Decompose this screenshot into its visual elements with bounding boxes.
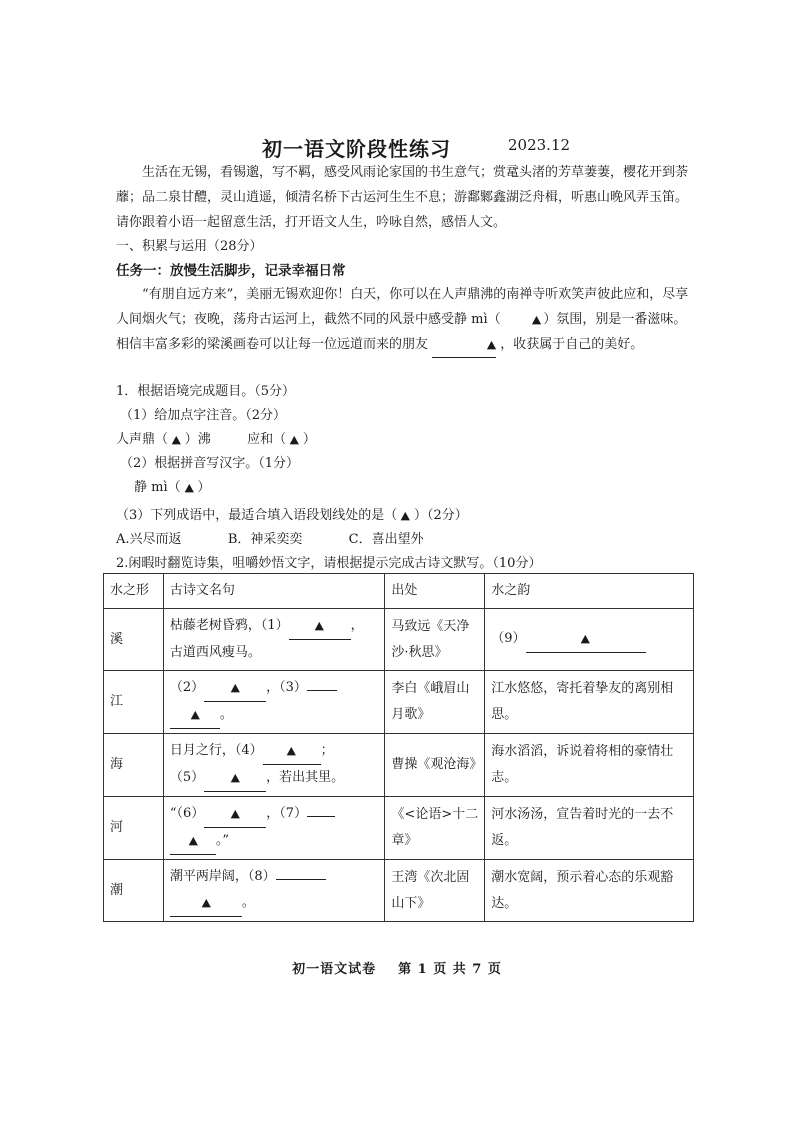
option-b[interactable]: B．神采奕奕 — [227, 532, 303, 547]
answer-marker-icon: ▲ — [230, 807, 240, 820]
answer-marker-icon[interactable]: ▲ — [184, 481, 194, 494]
option-a[interactable]: A.兴尽而返 — [116, 532, 182, 547]
rhyme-cell: 海水滔滔，诉说着将相的豪情壮志。 — [485, 734, 694, 797]
item-a-suffix: ）沸 — [184, 432, 211, 447]
verse-text: 日月之行，（4） — [169, 743, 263, 758]
q1-sub1-items — [116, 428, 316, 452]
task-title: 任务一：放慢生活脚步，记录幸福日常 — [116, 263, 346, 279]
answer-marker-icon: ▲ — [286, 744, 297, 757]
answer-blank[interactable] — [170, 702, 220, 729]
intro-paragraph: 生活在无锡，看锡邈，写不羁，感受风雨论家国的书生意气；赏鼋头渚的芳草萋萋，樱花开到荼蘼；品二泉甘醴，灵山逍遥，倾清名桥下古运河生生不息；游鄱鄹鑫湖泛舟楫，听惠山晚风弄玉笛。请你跟着小语一起留意生活，打开语文人生，吟咏自然，感悟人文。 — [116, 165, 689, 230]
q1-sub3 — [116, 504, 468, 528]
rhyme-cell: 河水汤汤，宣告着时光的一去不返。 — [485, 797, 694, 860]
table-row — [104, 609, 694, 671]
rhyme-cell: 潮水宽阔，预示着心态的乐观豁达。 — [485, 860, 694, 922]
q1-sub2-item — [134, 476, 210, 500]
verse-text: “（6） — [169, 806, 205, 821]
item-b-prefix: 应和（ — [247, 432, 287, 447]
answer-marker-icon[interactable]: ▲ — [171, 433, 182, 446]
table-row — [104, 671, 694, 734]
passage-part-b: ）氛围，别是一番滋味。相信丰富多彩的梁溪画卷可以让每一位远道而来的朋友 — [116, 312, 687, 352]
footer-page-prefix: 第 — [398, 962, 413, 977]
answer-blank[interactable] — [204, 801, 266, 828]
item-b-suffix: ） — [302, 432, 316, 447]
answer-marker-icon: ▲ — [190, 708, 200, 721]
verse-text: 。” — [215, 833, 230, 848]
footer-page-number: 1 — [417, 962, 428, 977]
footer-label: 初一语文试卷 — [292, 962, 377, 977]
verse-text: 枯藤老树昏鸦，（1） — [169, 618, 289, 633]
q1-options — [116, 528, 424, 552]
option-c[interactable]: C．喜出望外 — [348, 532, 424, 547]
answer-blank[interactable] — [170, 890, 242, 917]
page-footer — [0, 958, 794, 977]
header-cell: 水之形 — [104, 574, 164, 609]
section-title: 一、积累与运用（28分） — [116, 239, 263, 254]
verse-text: ； — [320, 743, 334, 758]
answer-marker-icon[interactable]: ▲ — [400, 509, 411, 522]
verse-text: 。 — [241, 895, 255, 910]
pinyin-suffix: ） — [197, 480, 211, 495]
q1-sub1: （1）给加点字注音。（2分） — [120, 408, 287, 423]
answer-marker-icon: ▲ — [188, 834, 198, 847]
source-cell: 李白《峨眉山月歌》 — [385, 671, 485, 734]
verse-cell — [163, 734, 385, 797]
source-cell: 《<论语>十二章》 — [385, 797, 485, 860]
answer-marker-icon: ▲ — [230, 771, 240, 784]
rhyme-cell: 江水悠悠，寄托着挚友的离别相思。 — [485, 671, 694, 734]
verse-cell — [163, 671, 385, 734]
rhyme-cell — [485, 609, 694, 671]
header-cell: 出处 — [385, 574, 485, 609]
answer-marker-icon: ▲ — [314, 619, 325, 632]
verse-text: （2） — [169, 680, 205, 695]
sub3-suffix: ）（2分） — [414, 508, 468, 523]
answer-blank[interactable] — [276, 879, 326, 880]
answer-blank[interactable] — [307, 690, 337, 691]
answer-blank[interactable] — [204, 765, 266, 792]
table-header-row — [104, 574, 694, 609]
passage-part-a: “有朋自远方来”，美丽无锡欢迎你！白天，你可以在人声鼎沸的南禅寺听欢笑声彼此应和，尽享人间烟火气；夜晚，荡舟古运河上，截然不同的风景中感受静 mì（ — [116, 287, 689, 327]
q2-stem: 2.闲暇时翻览诗集，咀嚼妙悟文字，请根据提示完成古诗文默写。（10分） — [116, 556, 542, 571]
q1-stem: 1．根据语境完成题目。（5分） — [116, 384, 296, 399]
answer-marker-icon: ▲ — [201, 896, 211, 909]
answer-marker-icon: ▲ — [230, 681, 240, 694]
table-row — [104, 734, 694, 797]
water-form-cell: 溪 — [104, 609, 164, 671]
rhyme-text: （9） — [491, 631, 526, 646]
answer-marker-icon: ▲ — [486, 338, 497, 351]
q1-sub2: （2）根据拼音写汉字。（1分） — [120, 456, 300, 471]
verse-text: 潮平两岸阔，（8） — [169, 869, 276, 884]
answer-marker-icon[interactable]: ▲ — [289, 433, 300, 446]
verse-text: ，若出其里。 — [266, 770, 345, 785]
verse-text: 古道西风瘦马。 — [169, 645, 261, 660]
answer-blank[interactable] — [263, 738, 321, 765]
sub3-prefix: （3）下列成语中，最适合填入语段划线处的是（ — [116, 508, 398, 523]
footer-page-suffix: 页 — [487, 962, 502, 977]
answer-blank[interactable] — [170, 828, 216, 855]
verse-cell — [163, 797, 385, 860]
poem-table — [103, 573, 694, 922]
answer-blank[interactable] — [289, 613, 351, 640]
table-row — [104, 797, 694, 860]
verse-text: ，（7） — [266, 806, 308, 821]
verse-text: （5） — [169, 770, 205, 785]
footer-page-total: 7 — [472, 962, 483, 977]
header-cell: 水之韵 — [485, 574, 694, 609]
header-cell: 古诗文名句 — [163, 574, 385, 609]
answer-blank[interactable] — [204, 675, 266, 702]
water-form-cell: 潮 — [104, 860, 164, 922]
answer-blank[interactable] — [307, 816, 335, 817]
footer-page-mid: 页 共 — [433, 962, 467, 977]
verse-cell — [163, 860, 385, 922]
verse-text: 。 — [219, 707, 233, 722]
answer-marker-icon: ▲ — [531, 313, 541, 326]
verse-text: ，（3） — [266, 680, 307, 695]
exam-date: 2023.12 — [508, 136, 571, 154]
water-form-cell: 江 — [104, 671, 164, 734]
item-a-prefix: 人声鼎（ — [116, 432, 169, 447]
source-cell: 王湾《次北固山下》 — [385, 860, 485, 922]
water-form-cell: 河 — [104, 797, 164, 860]
pinyin-prefix: 静 mì（ — [134, 480, 181, 495]
header — [0, 133, 794, 159]
passage-part-c: ，收获属于自己的美好。 — [500, 337, 644, 352]
answer-blank[interactable] — [526, 626, 646, 653]
page-title: 初一语文阶段性练习 — [262, 137, 451, 161]
source-cell: 曹操《观沧海》 — [385, 734, 485, 797]
answer-blank[interactable] — [432, 332, 496, 358]
answer-marker-icon: ▲ — [580, 632, 591, 645]
task-passage — [116, 282, 696, 358]
source-cell: 马致远《天净沙·秋思》 — [385, 609, 485, 671]
table-row — [104, 860, 694, 922]
verse-cell: 枯藤老树昏鸦，（1） ▲ ， 古道西风瘦马。 — [163, 609, 385, 671]
water-form-cell: 海 — [104, 734, 164, 797]
